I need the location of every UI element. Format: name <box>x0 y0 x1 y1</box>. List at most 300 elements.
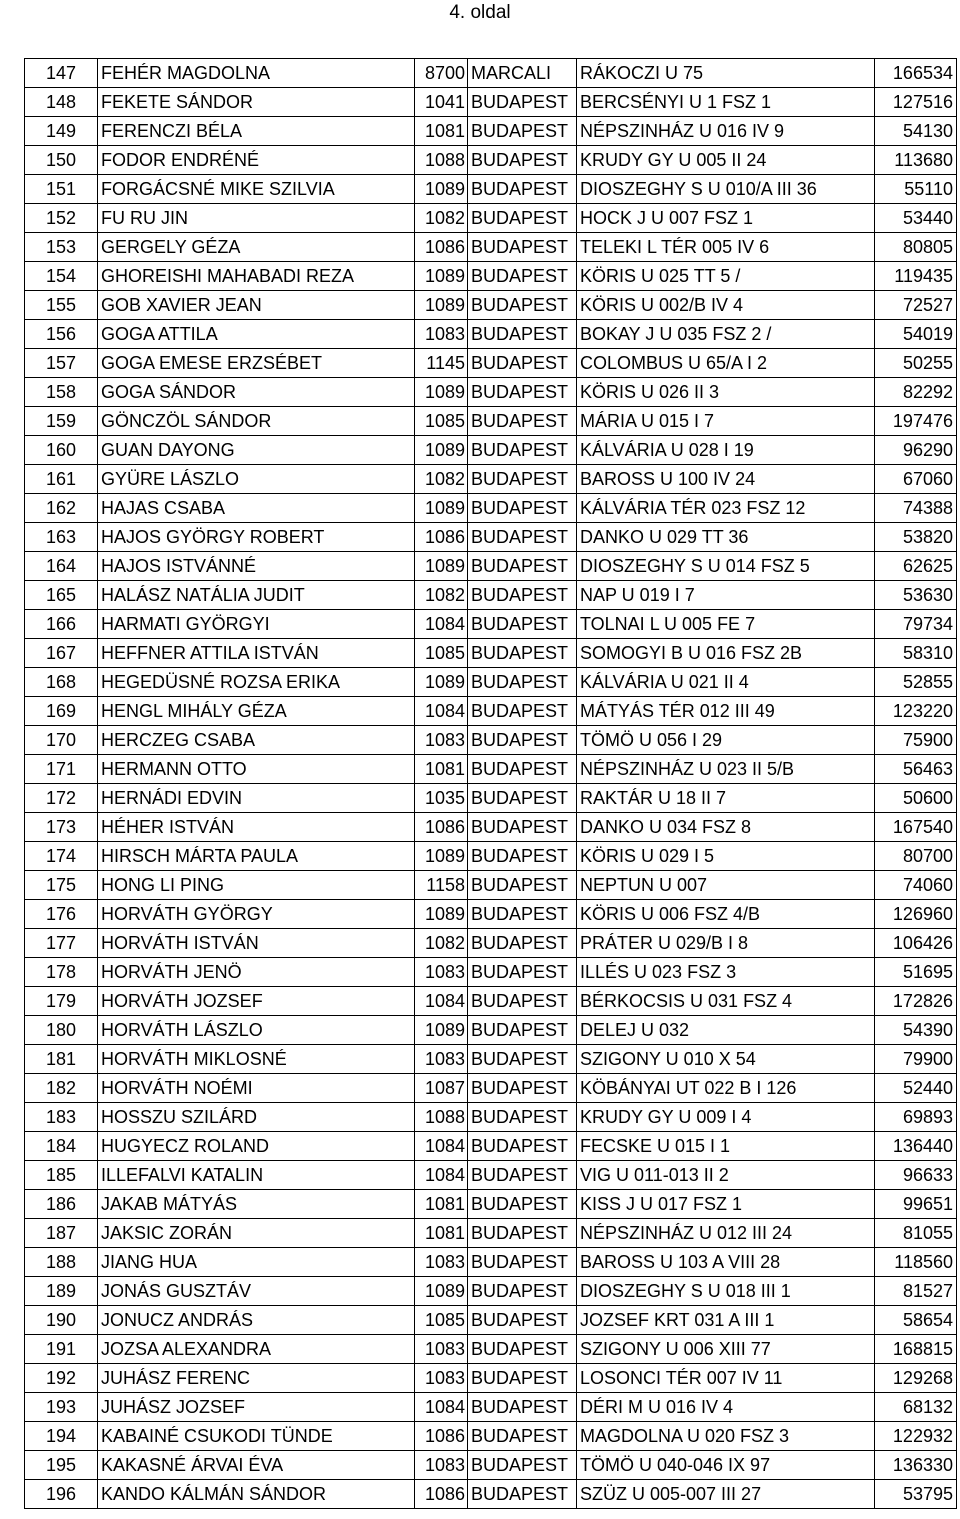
address-cell: RAKTÁR U 18 II 7 <box>577 784 875 813</box>
city-cell: BUDAPEST <box>468 1103 577 1132</box>
row-number-cell: 148 <box>25 88 98 117</box>
address-cell: NEPTUN U 007 <box>577 871 875 900</box>
table-row <box>25 1016 957 1045</box>
table-row <box>25 813 957 842</box>
city-cell: BUDAPEST <box>468 233 577 262</box>
table-row <box>25 523 957 552</box>
address-cell: KÁLVÁRIA U 028 I 19 <box>577 436 875 465</box>
amount-cell: 99651 <box>875 1190 957 1219</box>
city-cell: BUDAPEST <box>468 900 577 929</box>
name-cell: HAJAS CSABA <box>98 494 415 523</box>
table-row <box>25 958 957 987</box>
table-row <box>25 697 957 726</box>
city-cell: BUDAPEST <box>468 813 577 842</box>
amount-cell: 52440 <box>875 1074 957 1103</box>
city-cell: BUDAPEST <box>468 1248 577 1277</box>
address-cell: PRÁTER U 029/B I 8 <box>577 929 875 958</box>
table-row <box>25 175 957 204</box>
table-row <box>25 407 957 436</box>
postal-code-cell: 1089 <box>415 262 468 291</box>
table-row <box>25 1190 957 1219</box>
address-cell: KÖBÁNYAI UT 022 B I 126 <box>577 1074 875 1103</box>
table-row <box>25 465 957 494</box>
amount-cell: 52855 <box>875 668 957 697</box>
address-cell: NÉPSZINHÁZ U 016 IV 9 <box>577 117 875 146</box>
amount-cell: 58310 <box>875 639 957 668</box>
address-cell: BAROSS U 103 A VIII 28 <box>577 1248 875 1277</box>
city-cell: BUDAPEST <box>468 1393 577 1422</box>
address-cell: DIOSZEGHY S U 014 FSZ 5 <box>577 552 875 581</box>
postal-code-cell: 1086 <box>415 233 468 262</box>
city-cell: BUDAPEST <box>468 262 577 291</box>
name-cell: JUHÁSZ FERENC <box>98 1364 415 1393</box>
name-cell: GUAN DAYONG <box>98 436 415 465</box>
address-cell: SZÜZ U 005-007 III 27 <box>577 1480 875 1509</box>
amount-cell: 126960 <box>875 900 957 929</box>
name-cell: GERGELY GÉZA <box>98 233 415 262</box>
table-row <box>25 1451 957 1480</box>
name-cell: JAKAB MÁTYÁS <box>98 1190 415 1219</box>
address-cell: SOMOGYI B U 016 FSZ 2B <box>577 639 875 668</box>
row-number-cell: 160 <box>25 436 98 465</box>
name-cell: FODOR ENDRÉNÉ <box>98 146 415 175</box>
row-number-cell: 172 <box>25 784 98 813</box>
postal-code-cell: 1089 <box>415 842 468 871</box>
records-table <box>24 58 957 1509</box>
address-cell: JOZSEF KRT 031 A III 1 <box>577 1306 875 1335</box>
name-cell: HALÁSZ NATÁLIA JUDIT <box>98 581 415 610</box>
postal-code-cell: 1081 <box>415 117 468 146</box>
name-cell: KABAINÉ CSUKODI TÜNDE <box>98 1422 415 1451</box>
table-row <box>25 1219 957 1248</box>
amount-cell: 68132 <box>875 1393 957 1422</box>
city-cell: BUDAPEST <box>468 1364 577 1393</box>
postal-code-cell: 1083 <box>415 320 468 349</box>
address-cell: LOSONCI TÉR 007 IV 11 <box>577 1364 875 1393</box>
city-cell: BUDAPEST <box>468 639 577 668</box>
table-row <box>25 726 957 755</box>
amount-cell: 51695 <box>875 958 957 987</box>
address-cell: TELEKI L TÉR 005 IV 6 <box>577 233 875 262</box>
amount-cell: 166534 <box>875 59 957 88</box>
table-row <box>25 1074 957 1103</box>
postal-code-cell: 1081 <box>415 1219 468 1248</box>
name-cell: HAJOS ISTVÁNNÉ <box>98 552 415 581</box>
amount-cell: 56463 <box>875 755 957 784</box>
city-cell: BUDAPEST <box>468 1016 577 1045</box>
postal-code-cell: 1089 <box>415 668 468 697</box>
postal-code-cell: 1089 <box>415 552 468 581</box>
table-row <box>25 59 957 88</box>
row-number-cell: 190 <box>25 1306 98 1335</box>
address-cell: NÉPSZINHÁZ U 012 III 24 <box>577 1219 875 1248</box>
row-number-cell: 179 <box>25 987 98 1016</box>
name-cell: FEHÉR MAGDOLNA <box>98 59 415 88</box>
postal-code-cell: 1083 <box>415 958 468 987</box>
postal-code-cell: 1086 <box>415 813 468 842</box>
name-cell: HORVÁTH NOÉMI <box>98 1074 415 1103</box>
city-cell: BUDAPEST <box>468 1306 577 1335</box>
row-number-cell: 158 <box>25 378 98 407</box>
postal-code-cell: 1083 <box>415 1248 468 1277</box>
city-cell: BUDAPEST <box>468 987 577 1016</box>
row-number-cell: 162 <box>25 494 98 523</box>
amount-cell: 53440 <box>875 204 957 233</box>
table-row <box>25 1132 957 1161</box>
table-row <box>25 1248 957 1277</box>
address-cell: MÁTYÁS TÉR 012 III 49 <box>577 697 875 726</box>
row-number-cell: 161 <box>25 465 98 494</box>
city-cell: BUDAPEST <box>468 146 577 175</box>
amount-cell: 129268 <box>875 1364 957 1393</box>
address-cell: TOLNAI L U 005 FE 7 <box>577 610 875 639</box>
postal-code-cell: 8700 <box>415 59 468 88</box>
amount-cell: 74388 <box>875 494 957 523</box>
address-cell: DIOSZEGHY S U 018 III 1 <box>577 1277 875 1306</box>
row-number-cell: 169 <box>25 697 98 726</box>
name-cell: ILLEFALVI KATALIN <box>98 1161 415 1190</box>
postal-code-cell: 1083 <box>415 1335 468 1364</box>
city-cell: BUDAPEST <box>468 1451 577 1480</box>
amount-cell: 80700 <box>875 842 957 871</box>
name-cell: HEGEDÜSNÉ ROZSA ERIKA <box>98 668 415 697</box>
name-cell: FERENCZI BÉLA <box>98 117 415 146</box>
table-row <box>25 784 957 813</box>
amount-cell: 62625 <box>875 552 957 581</box>
address-cell: ILLÉS U 023 FSZ 3 <box>577 958 875 987</box>
postal-code-cell: 1088 <box>415 1103 468 1132</box>
row-number-cell: 174 <box>25 842 98 871</box>
table-row <box>25 1161 957 1190</box>
amount-cell: 67060 <box>875 465 957 494</box>
postal-code-cell: 1089 <box>415 436 468 465</box>
postal-code-cell: 1085 <box>415 1306 468 1335</box>
row-number-cell: 159 <box>25 407 98 436</box>
address-cell: BÉRKOCSIS U 031 FSZ 4 <box>577 987 875 1016</box>
name-cell: GOB XAVIER JEAN <box>98 291 415 320</box>
city-cell: BUDAPEST <box>468 88 577 117</box>
city-cell: BUDAPEST <box>468 1132 577 1161</box>
table-row <box>25 204 957 233</box>
table-row <box>25 610 957 639</box>
address-cell: DÉRI M U 016 IV 4 <box>577 1393 875 1422</box>
table-row <box>25 494 957 523</box>
amount-cell: 168815 <box>875 1335 957 1364</box>
postal-code-cell: 1081 <box>415 1190 468 1219</box>
name-cell: HORVÁTH LÁSZLO <box>98 1016 415 1045</box>
amount-cell: 167540 <box>875 813 957 842</box>
table-row <box>25 552 957 581</box>
table-row <box>25 1364 957 1393</box>
name-cell: KANDO KÁLMÁN SÁNDOR <box>98 1480 415 1509</box>
row-number-cell: 177 <box>25 929 98 958</box>
amount-cell: 74060 <box>875 871 957 900</box>
name-cell: HUGYECZ ROLAND <box>98 1132 415 1161</box>
name-cell: HORVÁTH JOZSEF <box>98 987 415 1016</box>
postal-code-cell: 1089 <box>415 494 468 523</box>
address-cell: MÁRIA U 015 I 7 <box>577 407 875 436</box>
page-label: 4. oldal <box>449 2 511 23</box>
name-cell: GYÜRE LÁSZLO <box>98 465 415 494</box>
row-number-cell: 154 <box>25 262 98 291</box>
city-cell: BUDAPEST <box>468 465 577 494</box>
address-cell: HOCK J U 007 FSZ 1 <box>577 204 875 233</box>
row-number-cell: 155 <box>25 291 98 320</box>
row-number-cell: 173 <box>25 813 98 842</box>
table-row <box>25 755 957 784</box>
address-cell: DELEJ U 032 <box>577 1016 875 1045</box>
row-number-cell: 180 <box>25 1016 98 1045</box>
postal-code-cell: 1145 <box>415 349 468 378</box>
city-cell: BUDAPEST <box>468 929 577 958</box>
row-number-cell: 157 <box>25 349 98 378</box>
row-number-cell: 178 <box>25 958 98 987</box>
address-cell: RÁKOCZI U 75 <box>577 59 875 88</box>
row-number-cell: 193 <box>25 1393 98 1422</box>
row-number-cell: 186 <box>25 1190 98 1219</box>
amount-cell: 96290 <box>875 436 957 465</box>
table-row <box>25 1045 957 1074</box>
table-row <box>25 871 957 900</box>
table-row <box>25 581 957 610</box>
row-number-cell: 168 <box>25 668 98 697</box>
city-cell: BUDAPEST <box>468 204 577 233</box>
amount-cell: 106426 <box>875 929 957 958</box>
city-cell: BUDAPEST <box>468 523 577 552</box>
amount-cell: 79900 <box>875 1045 957 1074</box>
postal-code-cell: 1084 <box>415 987 468 1016</box>
postal-code-cell: 1089 <box>415 291 468 320</box>
table-row <box>25 1103 957 1132</box>
city-cell: MARCALI <box>468 59 577 88</box>
table-row <box>25 378 957 407</box>
amount-cell: 172826 <box>875 987 957 1016</box>
city-cell: BUDAPEST <box>468 349 577 378</box>
table-row <box>25 1480 957 1509</box>
row-number-cell: 194 <box>25 1422 98 1451</box>
city-cell: BUDAPEST <box>468 726 577 755</box>
name-cell: HERCZEG CSABA <box>98 726 415 755</box>
amount-cell: 80805 <box>875 233 957 262</box>
row-number-cell: 196 <box>25 1480 98 1509</box>
amount-cell: 54390 <box>875 1016 957 1045</box>
city-cell: BUDAPEST <box>468 958 577 987</box>
city-cell: BUDAPEST <box>468 1277 577 1306</box>
postal-code-cell: 1086 <box>415 1480 468 1509</box>
address-cell: KISS J U 017 FSZ 1 <box>577 1190 875 1219</box>
postal-code-cell: 1087 <box>415 1074 468 1103</box>
city-cell: BUDAPEST <box>468 378 577 407</box>
postal-code-cell: 1084 <box>415 1161 468 1190</box>
city-cell: BUDAPEST <box>468 581 577 610</box>
name-cell: GOGA ATTILA <box>98 320 415 349</box>
postal-code-cell: 1081 <box>415 755 468 784</box>
address-cell: BOKAY J U 035 FSZ 2 / <box>577 320 875 349</box>
amount-cell: 55110 <box>875 175 957 204</box>
amount-cell: 122932 <box>875 1422 957 1451</box>
city-cell: BUDAPEST <box>468 494 577 523</box>
postal-code-cell: 1083 <box>415 1451 468 1480</box>
amount-cell: 69893 <box>875 1103 957 1132</box>
city-cell: BUDAPEST <box>468 755 577 784</box>
amount-cell: 53630 <box>875 581 957 610</box>
table-row <box>25 1306 957 1335</box>
amount-cell: 127516 <box>875 88 957 117</box>
address-cell: TÖMÖ U 056 I 29 <box>577 726 875 755</box>
city-cell: BUDAPEST <box>468 1219 577 1248</box>
postal-code-cell: 1086 <box>415 523 468 552</box>
postal-code-cell: 1083 <box>415 726 468 755</box>
amount-cell: 136440 <box>875 1132 957 1161</box>
postal-code-cell: 1085 <box>415 639 468 668</box>
amount-cell: 81055 <box>875 1219 957 1248</box>
city-cell: BUDAPEST <box>468 697 577 726</box>
table-row <box>25 900 957 929</box>
city-cell: BUDAPEST <box>468 407 577 436</box>
row-number-cell: 195 <box>25 1451 98 1480</box>
amount-cell: 72527 <box>875 291 957 320</box>
address-cell: TÖMÖ U 040-046 IX 97 <box>577 1451 875 1480</box>
name-cell: FEKETE SÁNDOR <box>98 88 415 117</box>
row-number-cell: 170 <box>25 726 98 755</box>
postal-code-cell: 1089 <box>415 175 468 204</box>
name-cell: HENGL MIHÁLY GÉZA <box>98 697 415 726</box>
city-cell: BUDAPEST <box>468 1422 577 1451</box>
row-number-cell: 183 <box>25 1103 98 1132</box>
address-cell: VIG U 011-013 II 2 <box>577 1161 875 1190</box>
row-number-cell: 182 <box>25 1074 98 1103</box>
city-cell: BUDAPEST <box>468 1161 577 1190</box>
postal-code-cell: 1082 <box>415 581 468 610</box>
address-cell: BAROSS U 100 IV 24 <box>577 465 875 494</box>
name-cell: KAKASNÉ ÁRVAI ÉVA <box>98 1451 415 1480</box>
postal-code-cell: 1082 <box>415 204 468 233</box>
city-cell: BUDAPEST <box>468 175 577 204</box>
records-table-body <box>25 59 957 1509</box>
table-row <box>25 929 957 958</box>
row-number-cell: 149 <box>25 117 98 146</box>
table-row <box>25 1422 957 1451</box>
name-cell: JUHÁSZ JOZSEF <box>98 1393 415 1422</box>
name-cell: HORVÁTH GYÖRGY <box>98 900 415 929</box>
table-row <box>25 291 957 320</box>
postal-code-cell: 1086 <box>415 1422 468 1451</box>
amount-cell: 53795 <box>875 1480 957 1509</box>
city-cell: BUDAPEST <box>468 1190 577 1219</box>
name-cell: HIRSCH MÁRTA PAULA <box>98 842 415 871</box>
table-row <box>25 842 957 871</box>
postal-code-cell: 1082 <box>415 929 468 958</box>
address-cell: NAP U 019 I 7 <box>577 581 875 610</box>
amount-cell: 118560 <box>875 1248 957 1277</box>
table-row <box>25 1393 957 1422</box>
postal-code-cell: 1035 <box>415 784 468 813</box>
row-number-cell: 167 <box>25 639 98 668</box>
postal-code-cell: 1085 <box>415 407 468 436</box>
postal-code-cell: 1158 <box>415 871 468 900</box>
name-cell: JIANG HUA <box>98 1248 415 1277</box>
table-row <box>25 117 957 146</box>
table-row <box>25 668 957 697</box>
postal-code-cell: 1089 <box>415 378 468 407</box>
city-cell: BUDAPEST <box>468 1335 577 1364</box>
address-cell: KÁLVÁRIA TÉR 023 FSZ 12 <box>577 494 875 523</box>
row-number-cell: 166 <box>25 610 98 639</box>
row-number-cell: 189 <box>25 1277 98 1306</box>
name-cell: GOGA SÁNDOR <box>98 378 415 407</box>
row-number-cell: 171 <box>25 755 98 784</box>
address-cell: KÖRIS U 029 I 5 <box>577 842 875 871</box>
city-cell: BUDAPEST <box>468 291 577 320</box>
postal-code-cell: 1083 <box>415 1045 468 1074</box>
amount-cell: 79734 <box>875 610 957 639</box>
name-cell: HORVÁTH JENÖ <box>98 958 415 987</box>
amount-cell: 54019 <box>875 320 957 349</box>
city-cell: BUDAPEST <box>468 320 577 349</box>
table-row <box>25 320 957 349</box>
postal-code-cell: 1084 <box>415 1132 468 1161</box>
row-number-cell: 150 <box>25 146 98 175</box>
city-cell: BUDAPEST <box>468 552 577 581</box>
name-cell: HERNÁDI EDVIN <box>98 784 415 813</box>
table-row <box>25 146 957 175</box>
amount-cell: 123220 <box>875 697 957 726</box>
row-number-cell: 163 <box>25 523 98 552</box>
row-number-cell: 188 <box>25 1248 98 1277</box>
row-number-cell: 156 <box>25 320 98 349</box>
row-number-cell: 175 <box>25 871 98 900</box>
amount-cell: 50600 <box>875 784 957 813</box>
postal-code-cell: 1084 <box>415 1393 468 1422</box>
postal-code-cell: 1041 <box>415 88 468 117</box>
postal-code-cell: 1089 <box>415 1016 468 1045</box>
address-cell: KRUDY GY U 009 I 4 <box>577 1103 875 1132</box>
address-cell: SZIGONY U 010 X 54 <box>577 1045 875 1074</box>
row-number-cell: 153 <box>25 233 98 262</box>
postal-code-cell: 1089 <box>415 1277 468 1306</box>
amount-cell: 50255 <box>875 349 957 378</box>
name-cell: FORGÁCSNÉ MIKE SZILVIA <box>98 175 415 204</box>
address-cell: MAGDOLNA U 020 FSZ 3 <box>577 1422 875 1451</box>
city-cell: BUDAPEST <box>468 1480 577 1509</box>
address-cell: COLOMBUS U 65/A I 2 <box>577 349 875 378</box>
name-cell: HORVÁTH ISTVÁN <box>98 929 415 958</box>
city-cell: BUDAPEST <box>468 1074 577 1103</box>
row-number-cell: 176 <box>25 900 98 929</box>
address-cell: BERCSÉNYI U 1 FSZ 1 <box>577 88 875 117</box>
name-cell: JAKSIC ZORÁN <box>98 1219 415 1248</box>
table-row <box>25 233 957 262</box>
address-cell: FECSKE U 015 I 1 <box>577 1132 875 1161</box>
address-cell: DANKO U 029 TT 36 <box>577 523 875 552</box>
row-number-cell: 181 <box>25 1045 98 1074</box>
name-cell: JONÁS GUSZTÁV <box>98 1277 415 1306</box>
city-cell: BUDAPEST <box>468 784 577 813</box>
name-cell: GÖNCZÖL SÁNDOR <box>98 407 415 436</box>
amount-cell: 113680 <box>875 146 957 175</box>
amount-cell: 197476 <box>875 407 957 436</box>
amount-cell: 82292 <box>875 378 957 407</box>
table-row <box>25 436 957 465</box>
name-cell: HEFFNER ATTILA ISTVÁN <box>98 639 415 668</box>
name-cell: HAJOS GYÖRGY ROBERT <box>98 523 415 552</box>
amount-cell: 53820 <box>875 523 957 552</box>
city-cell: BUDAPEST <box>468 1045 577 1074</box>
address-cell: KÖRIS U 006 FSZ 4/B <box>577 900 875 929</box>
address-cell: DIOSZEGHY S U 010/A III 36 <box>577 175 875 204</box>
name-cell: FU RU JIN <box>98 204 415 233</box>
city-cell: BUDAPEST <box>468 668 577 697</box>
